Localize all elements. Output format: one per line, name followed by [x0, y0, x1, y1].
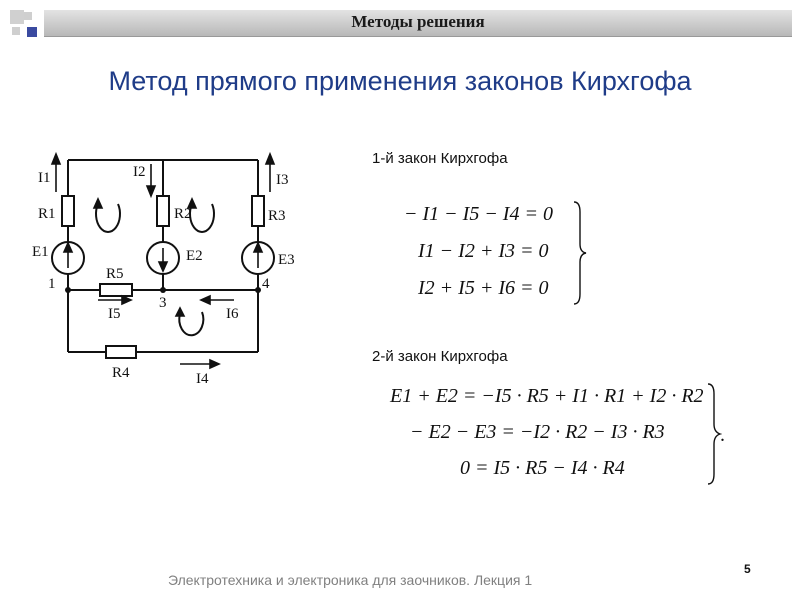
circuit-diagram: [20, 140, 340, 400]
second-law-equation-3: 0 = I5 · R5 − I4 · R4: [460, 457, 625, 479]
second-law-equation-1: E1 + E2 = −I5 · R5 + I1 · R1 + I2 · R2: [390, 385, 704, 407]
node-1-dot: [65, 287, 71, 293]
second-law-heading: 2-й закон Кирхгофа: [372, 348, 508, 365]
second-law-equation-2: − E2 − E3 = −I2 · R2 − I3 · R3: [410, 421, 665, 443]
section-title: Методы решения: [351, 12, 485, 31]
source-label-e2: E2: [186, 248, 203, 264]
first-law-equation-3: I2 + I5 + I6 = 0: [418, 277, 549, 299]
first-law-heading: 1-й закон Кирхгофа: [372, 150, 508, 167]
first-law-brace: [572, 200, 588, 306]
resistor-label-r4: R4: [112, 365, 130, 381]
resistor-label-r3: R3: [268, 208, 286, 224]
node-label-1: 1: [48, 276, 56, 292]
node-3-dot: [160, 287, 166, 293]
current-label-i6: I6: [226, 306, 239, 322]
node-label-4: 4: [262, 276, 270, 292]
slide-title: Метод прямого применения законов Кирхгофа: [108, 66, 692, 96]
node-4-dot: [255, 287, 261, 293]
current-label-i2: I2: [133, 164, 146, 180]
source-label-e1: E1: [32, 244, 49, 260]
corner-square-small: [24, 12, 32, 20]
first-law-equation-1: − I1 − I5 − I4 = 0: [404, 203, 553, 225]
source-label-e3: E3: [278, 252, 295, 268]
current-label-i3: I3: [276, 172, 289, 188]
corner-square-large: [10, 10, 24, 24]
corner-square-bottom: [12, 27, 20, 35]
resistor-label-r5: R5: [106, 266, 124, 282]
page-number: 5: [744, 562, 751, 576]
resistor-label-r2: R2: [174, 206, 192, 222]
corner-square-accent: [27, 27, 37, 37]
resistor-label-r1: R1: [38, 206, 56, 222]
footer-course-title: Электротехника и электроника для заочников. Лекция 1: [168, 572, 533, 588]
current-label-i4: I4: [196, 371, 209, 387]
current-label-i5: I5: [108, 306, 121, 322]
first-law-equation-2: I1 − I2 + I3 = 0: [418, 240, 549, 262]
node-label-3: 3: [159, 295, 167, 311]
second-law-trailing-period: .: [720, 424, 725, 446]
current-label-i1: I1: [38, 170, 51, 186]
